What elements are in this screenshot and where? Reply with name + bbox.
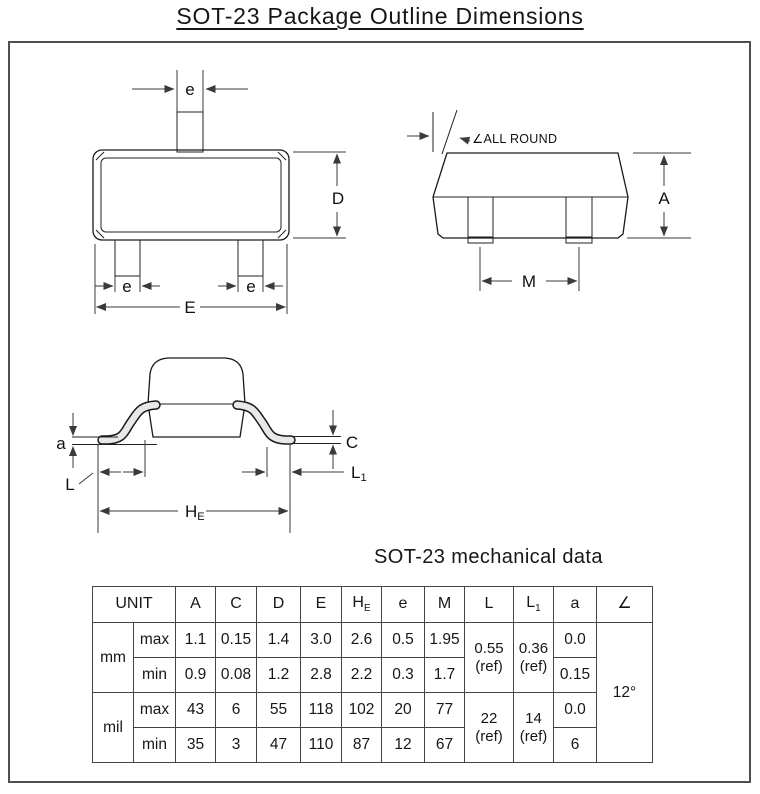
- row-label-min: min: [134, 658, 176, 693]
- package-body-front-view: [148, 358, 245, 437]
- cell-mil-min-D: 47: [257, 728, 301, 763]
- cell-mil-min-M: 67: [425, 728, 465, 763]
- unit-label-mil: mil: [93, 693, 134, 763]
- dim-label-a: a: [56, 434, 66, 453]
- gull-wing-leads: [102, 405, 291, 440]
- cell-mil-max-E: 118: [301, 693, 342, 728]
- unit-label-mm: mm: [93, 623, 134, 693]
- cell-mil-L1: 14 (ref): [514, 693, 554, 763]
- row-label-max: max: [134, 693, 176, 728]
- table-row-mm-max: [93, 623, 653, 658]
- front-view-diagram: [56, 358, 366, 533]
- cell-angle: 12°: [597, 623, 653, 763]
- cell-mm-max-e: 0.5: [382, 623, 425, 658]
- table-header-row: [93, 587, 653, 623]
- cell-mil-min-E: 110: [301, 728, 342, 763]
- cell-mm-max-C: 0.15: [216, 623, 257, 658]
- package-body-top-view: [93, 150, 289, 240]
- cell-mil-min-a: 6: [554, 728, 597, 763]
- all-round-label: ∠ALL ROUND: [472, 132, 558, 146]
- cell-mm-min-HE: 2.2: [342, 658, 382, 693]
- side-pin-left: [468, 197, 493, 243]
- cell-mm-L1: 0.36 (ref): [514, 623, 554, 693]
- cell-mm-max-a: 0.0: [554, 623, 597, 658]
- dim-label-D: D: [331, 189, 345, 208]
- col-header-HE: $H_E$: [342, 587, 382, 623]
- col-header-E: E: [301, 587, 342, 623]
- col-header-C: C: [216, 587, 257, 623]
- dim-label-A: A: [658, 189, 670, 208]
- col-header-L1: $L_1$: [514, 587, 554, 623]
- cell-mm-L: 0.55 (ref): [465, 623, 514, 693]
- cell-mil-min-C: 3: [216, 728, 257, 763]
- table-row-mil-max: [93, 693, 653, 728]
- cell-mil-max-M: 77: [425, 693, 465, 728]
- col-header-a: a: [554, 587, 597, 623]
- dim-label-E: E: [184, 298, 196, 317]
- cell-mm-max-D: 1.4: [257, 623, 301, 658]
- cell-mm-min-E: 2.8: [301, 658, 342, 693]
- col-header-unit: UNIT: [93, 587, 176, 623]
- package-body-inner: [101, 158, 281, 232]
- cell-mil-L: 22 (ref): [465, 693, 514, 763]
- side-pin-right: [566, 197, 592, 243]
- col-header-A: A: [176, 587, 216, 623]
- cell-mm-min-M: 1.7: [425, 658, 465, 693]
- table-row-mm-min: [93, 658, 653, 693]
- dim-label-e-top: e: [185, 80, 195, 99]
- bottom-pin-right: [238, 240, 263, 276]
- col-header-M: M: [425, 587, 465, 623]
- cell-mil-max-A: 43: [176, 693, 216, 728]
- cell-mil-min-A: 35: [176, 728, 216, 763]
- col-header-e: e: [382, 587, 425, 623]
- cell-mm-max-A: 1.1: [176, 623, 216, 658]
- mechanical-data-table: [92, 586, 653, 763]
- page-title: SOT-23 Package Outline Dimensions: [176, 3, 584, 29]
- cell-mil-max-D: 55: [257, 693, 301, 728]
- cell-mil-min-e: 12: [382, 728, 425, 763]
- cell-mil-min-HE: 87: [342, 728, 382, 763]
- cell-mil-max-e: 20: [382, 693, 425, 728]
- top-pin: [177, 112, 203, 152]
- cell-mm-max-HE: 2.6: [342, 623, 382, 658]
- corner-chamfers: [96, 152, 286, 238]
- col-header-D: D: [257, 587, 301, 623]
- row-label-min: min: [134, 728, 176, 763]
- cell-mil-max-a: 0.0: [554, 693, 597, 728]
- col-header-L: L: [465, 587, 514, 623]
- cell-mil-max-HE: 102: [342, 693, 382, 728]
- dim-label-e-right: e: [246, 277, 256, 296]
- dim-label-e-left: e: [122, 277, 132, 296]
- dim-label-HE: HE: [185, 502, 205, 523]
- table-row-mil-min: [93, 728, 653, 763]
- col-header-angle: ∠: [597, 587, 653, 623]
- cell-mm-max-M: 1.95: [425, 623, 465, 658]
- cell-mm-min-e: 0.3: [382, 658, 425, 693]
- cell-mm-min-D: 1.2: [257, 658, 301, 693]
- bottom-pin-left: [115, 240, 140, 276]
- cell-mm-min-A: 0.9: [176, 658, 216, 693]
- dim-label-L: L: [65, 475, 75, 494]
- dim-label-M: M: [521, 272, 537, 291]
- side-view-diagram: [407, 110, 691, 291]
- dim-label-C: C: [345, 433, 359, 452]
- cell-mm-max-E: 3.0: [301, 623, 342, 658]
- cell-mm-min-a: 0.15: [554, 658, 597, 693]
- package-body-side-view: [433, 153, 628, 238]
- row-label-max: max: [134, 623, 176, 658]
- top-view-diagram: [93, 70, 346, 317]
- cell-mil-max-C: 6: [216, 693, 257, 728]
- dim-label-L1: L1: [351, 463, 367, 484]
- table-title: SOT-23 mechanical data: [374, 546, 603, 568]
- cell-mm-min-C: 0.08: [216, 658, 257, 693]
